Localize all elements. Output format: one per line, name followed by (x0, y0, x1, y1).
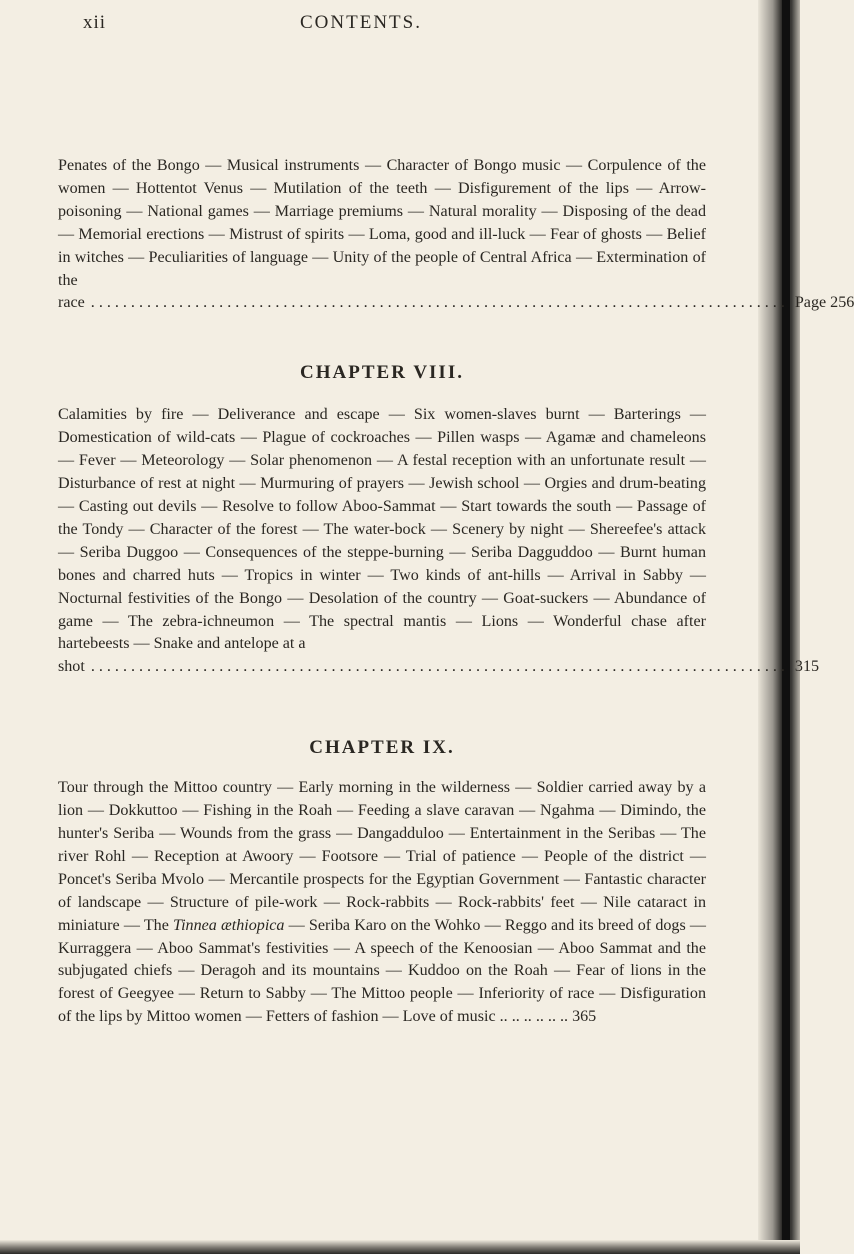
chapter-ix-text (58, 777, 706, 1029)
dot-leaders: ....................................................................................... (90, 658, 789, 676)
section-vii-text: Penates of the Bongo — Musical instruments — Character of Bongo music — Corpulence of the women — Hottentot Venus — Mutilation of the teeth — Disfigurement of the lips — Arrow-poisoning — National games — Marriage premiums — Natural morality — Disposing of the dead — Memorial erections — Mistrust of spirits — Loma, good and ill-luck — Fear of ghosts — Belief in witches — Peculiarities of language — Unity of the people of Central Africa — Extermination of the (58, 157, 706, 289)
contents-text (58, 155, 854, 1029)
page-binding-edge (758, 0, 800, 1254)
chapter-viii-summary (58, 404, 820, 679)
chapter-viii-last-word: shot (58, 658, 85, 676)
chapter-ix-text-part1: Tour through the Mittoo country — Early morning in the wilderness — Soldier carried away by a lion — Dokkuttoo — Fishing in the Roah — Feeding a slave caravan — Ngahma — Dimindo, the hunter's Seriba — Wounds from the grass — Dangadduloo — Entertainment in the Seribas — The river Rohl — Reception at Awoory — Footsore — Trial of patience — People of the district — Poncet's Seriba Mvolo — Mercantile prospects for the Egyptian Government — Fantastic character of landscape — Structure of pile-work — Rock-rabbits — Rock-rabbits' feet — Nile cataract in miniature — The (58, 779, 706, 934)
chapter-viii-page: 315 (794, 658, 820, 676)
chapter-viii-heading: CHAPTER VIII. (300, 362, 464, 384)
page-binding-shadow (782, 0, 790, 1254)
chapter-viii-leader-line (58, 656, 820, 679)
section-vii-summary (58, 155, 854, 315)
dot-leaders: ....................................................................................... (90, 294, 789, 312)
section-vii-leader-line (58, 292, 854, 315)
dot-leaders: .. .. .. .. .. .. (499, 1008, 569, 1026)
page-bottom-edge (0, 1240, 800, 1254)
running-head: CONTENTS. (300, 12, 422, 33)
page-header (0, 12, 760, 42)
chapter-viii-text: Calamities by fire — Deliverance and escape — Six women-slaves burnt — Barterings — Domestication of wild-cats — Plague of cockroaches — Pillen wasps — Agamæ and chameleons — Fever — Meteorology — Solar phenomenon — A festal reception with an unfortunate result — Disturbance of rest at night — Murmuring of prayers — Jewish school — Orgies and drum-beating — Casting out devils — Resolve to follow Aboo-Sammat — Start towards the south — Passage of the Tondy — Character of the forest — The water-bock — Scenery by night — Shereefee's attack — Seriba Duggoo — Consequences of the steppe-burning — Seriba Dagguddoo — Burnt human bones and charred huts — Tropics in winter — Two kinds of ant-hills — Arrival in Sabby — Nocturnal festivities of the Bongo — Desolation of the country — Goat-suckers — Abundance of game — The zebra-ichneumon — The spectral mantis — Lions — Wonderful chase after hartebeests — Snake and antelope at a (58, 406, 706, 653)
chapter-ix-page: 365 (572, 1008, 597, 1026)
chapter-ix-heading: CHAPTER IX. (309, 737, 455, 759)
chapter-ix-summary (58, 777, 706, 1029)
section-vii-page: Page 256 (794, 294, 854, 312)
chapter-ix-text-part2: — Seriba Karo on the Wohko — Reggo and its breed of dogs — Kurraggera — Aboo Sammat's festivities — A speech of the Kenoosian — Aboo Sammat and the subjugated chiefs — Deragoh and its mountains — Kuddoo on the Roah — Fear of lions in the forest of Geegyee — Return to Sabby — The Mittoo people — Inferiority of race — Disfiguration of the lips by Mittoo women — Fetters of fashion — Love of music (58, 916, 706, 1026)
page-number: xii (83, 12, 107, 33)
section-vii-last-word: race (58, 294, 85, 312)
chapter-ix-italic-term: Tinnea æthiopica (173, 916, 285, 934)
